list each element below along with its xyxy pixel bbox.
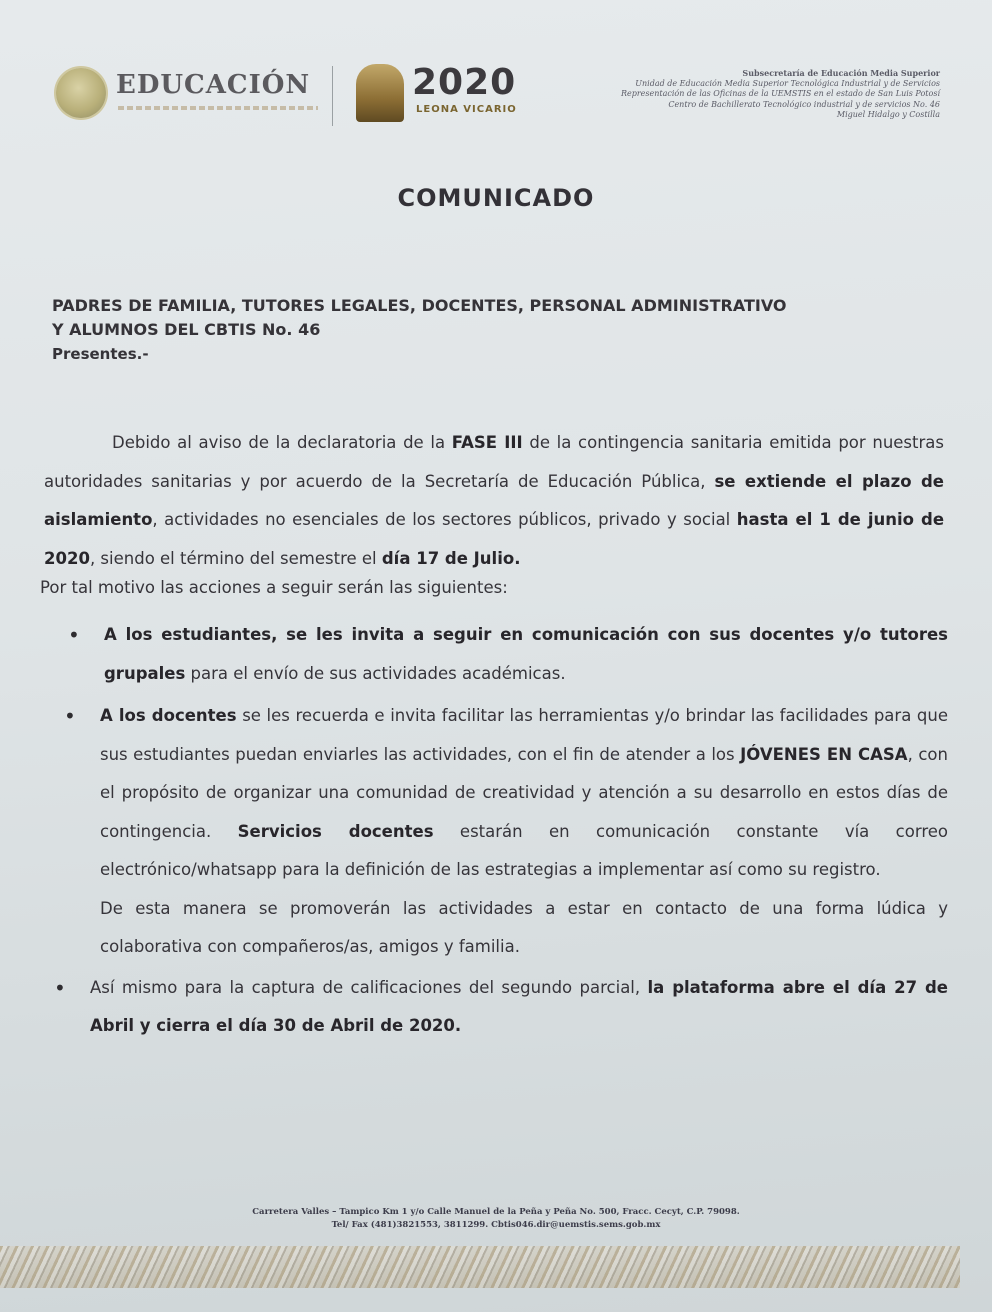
bold-run: A los estudiantes, se les invita a seguir en comunicación con sus docentes y/o tutores grupales [104, 625, 948, 683]
list-item-continuation: De esta manera se promoverán las actividades a estar en contacto de una forma lúdica y colaborativa con compañeros/as, amigos y familia. [100, 898, 948, 956]
footer-line: Carretera Valles – Tampico Km 1 y/o Calle Manuel de la Peña y Peña No. 500, Fracc. Cecyt, C.P. 79098. [252, 1207, 740, 1217]
list-item [48, 616, 948, 693]
text-run: Debido al aviso de la declaratoria de la [112, 433, 452, 452]
header-divider [332, 66, 333, 126]
actions-list [44, 616, 948, 1046]
institution-line: Miguel Hidalgo y Costilla [836, 110, 940, 119]
letterhead [50, 58, 940, 138]
bold-run: FASE III [451, 433, 523, 452]
bold-run: la plataforma abre el día 27 de Abril y cierra el día 30 de Abril de 2020. [90, 977, 948, 1035]
bold-run: se extiende el plazo de aislamiento [44, 471, 944, 529]
footer-address [0, 1206, 992, 1232]
bold-run: A los docentes [100, 706, 237, 725]
bold-run: Servicios docentes [237, 821, 434, 841]
bold-run: hasta el 1 de junio de 2020 [44, 510, 945, 568]
text-run: , siendo el término del semestre el [89, 548, 382, 568]
leona-vicario-portrait-icon [356, 64, 404, 122]
text-run: de la contingencia sanitaria emitida por nuestras autoridades sanitarias y por acuerdo de la Secretaría de Educación Pública, [44, 433, 944, 491]
addressee [52, 294, 852, 366]
text-run: se les recuerda e invita facilitar las herramientas y/o brindar las facilidades para que sus estudiantes puedan enviarles las actividades, con el fin de atender a los [100, 706, 948, 764]
list-item [44, 697, 948, 890]
text-run: , con el propósito de organizar una comunidad de creatividad y atención a su desarrollo en estos días de contingencia. [100, 744, 948, 841]
addressee-line: PADRES DE FAMILIA, TUTORES LEGALES, DOCENTES, PERSONAL ADMINISTRATIVO [52, 296, 787, 315]
paragraph-actions-intro: Por tal motivo las acciones a seguir serán las siguientes: [40, 578, 508, 597]
institution-line: Representación de las Oficinas de la UEMSTIS en el estado de San Luis Potosí [620, 89, 940, 98]
brand-subtitle [118, 106, 318, 110]
text-run: para el envío de sus actividades académicas. [185, 663, 566, 683]
footer-line: Tel/ Fax (481)3821553, 3811299. Cbtis046.dir@uemstis.sems.gob.mx [331, 1220, 661, 1230]
document-title: COMUNICADO [397, 184, 595, 212]
text-run: Así mismo para la captura de calificaciones del segundo parcial, [90, 977, 648, 997]
text-run: , actividades no esenciales de los sectores públicos, privado y social [152, 510, 737, 529]
text-run: estarán en comunicación constante vía correo electrónico/whatsapp para la definición de las estrategias a implementar así como su registro. [100, 821, 949, 879]
year-logo: 2020 [412, 62, 517, 103]
national-emblem-icon [56, 68, 106, 118]
greeting: Presentes.- [52, 345, 149, 363]
bold-run: JÓVENES EN CASA [740, 744, 908, 764]
institution-line: Subsecretaría de Educación Media Superior [742, 68, 940, 78]
year-logo-subtitle: LEONA VICARIO [416, 104, 517, 115]
bold-run: día 17 de Julio. [381, 548, 521, 568]
list-item [34, 969, 948, 1046]
addressee-line: Y ALUMNOS DEL CBTIS No. 46 [52, 320, 321, 339]
brand-title: EDUCACIÓN [116, 70, 311, 100]
institution-line: Centro de Bachillerato Tecnológico industrial y de servicios No. 46 [668, 99, 940, 109]
decorative-band [0, 1246, 960, 1288]
institution-block [590, 68, 940, 121]
institution-line: Unidad de Educación Media Superior Tecnológica Industrial y de Servicios [635, 78, 940, 88]
paragraph-main [44, 424, 944, 578]
